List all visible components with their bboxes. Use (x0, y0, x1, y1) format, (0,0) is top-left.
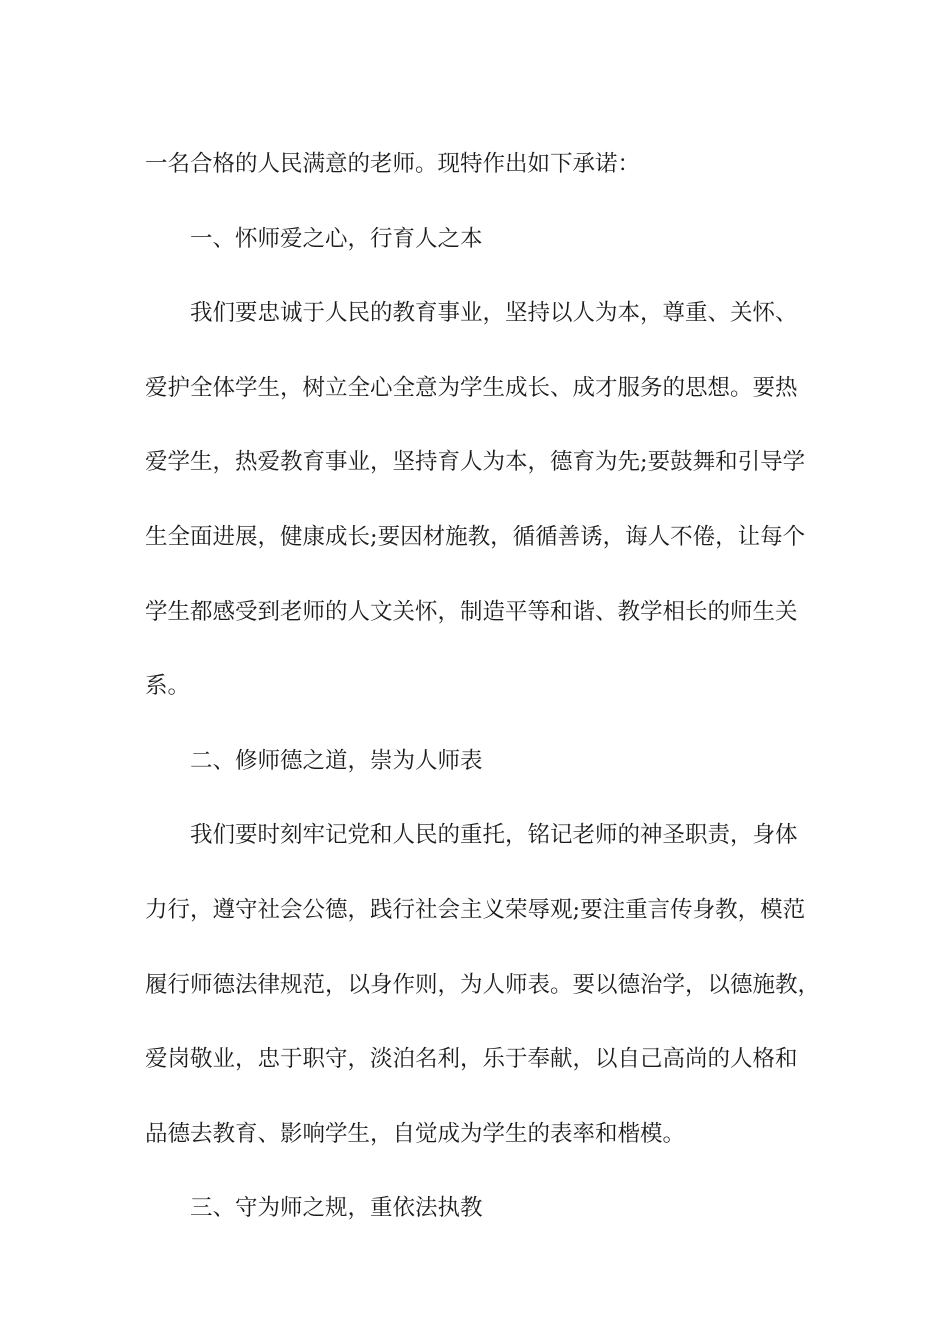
section-heading: 一、怀师爱之心，行育人之本 (190, 225, 483, 252)
text-line: 力行，遵守社会公德，践行社会主义荣辱观;要注重言传身教，模范 (145, 896, 806, 923)
text-line: 履行师德法律规范，以身作则，为人师表。要以德治学，以德施教， (145, 971, 821, 998)
section-heading: 三、守为师之规，重依法执教 (190, 1195, 483, 1222)
section-heading: 二、修师德之道，崇为人师表 (190, 747, 483, 774)
text-line: 一名合格的人民满意的老师。现特作出如下承诺： (145, 151, 641, 177)
text-line: 品德去教育、影响学生，自觉成为学生的表率和楷模。 (145, 1120, 686, 1147)
text-line: 我们要忠诚于人民的教育事业，坚持以人为本，尊重、关怀、 (190, 300, 798, 327)
document-body (145, 127, 825, 1246)
text-line: 爱护全体学生，树立全心全意为学生成长、成才服务的思想。要热 (145, 374, 798, 401)
text-line: 学生都感受到老师的人文关怀，制造平等和谐、教学相长的师生关 (145, 598, 798, 625)
text-line: 爱学生，热爱教育事业，坚持育人为本，德育为先;要鼓舞和引导学 (145, 449, 806, 476)
text-line: 我们要时刻牢记党和人民的重托，铭记老师的神圣职责，身体 (190, 822, 798, 849)
text-line: 爱岗敬业，忠于职守，淡泊名利，乐于奉献，以自己高尚的人格和 (145, 1046, 798, 1073)
text-line: 生全面进展，健康成长;要因材施教，循循善诱，诲人不倦，让每个 (145, 523, 806, 550)
text-line: 系。 (145, 673, 191, 700)
